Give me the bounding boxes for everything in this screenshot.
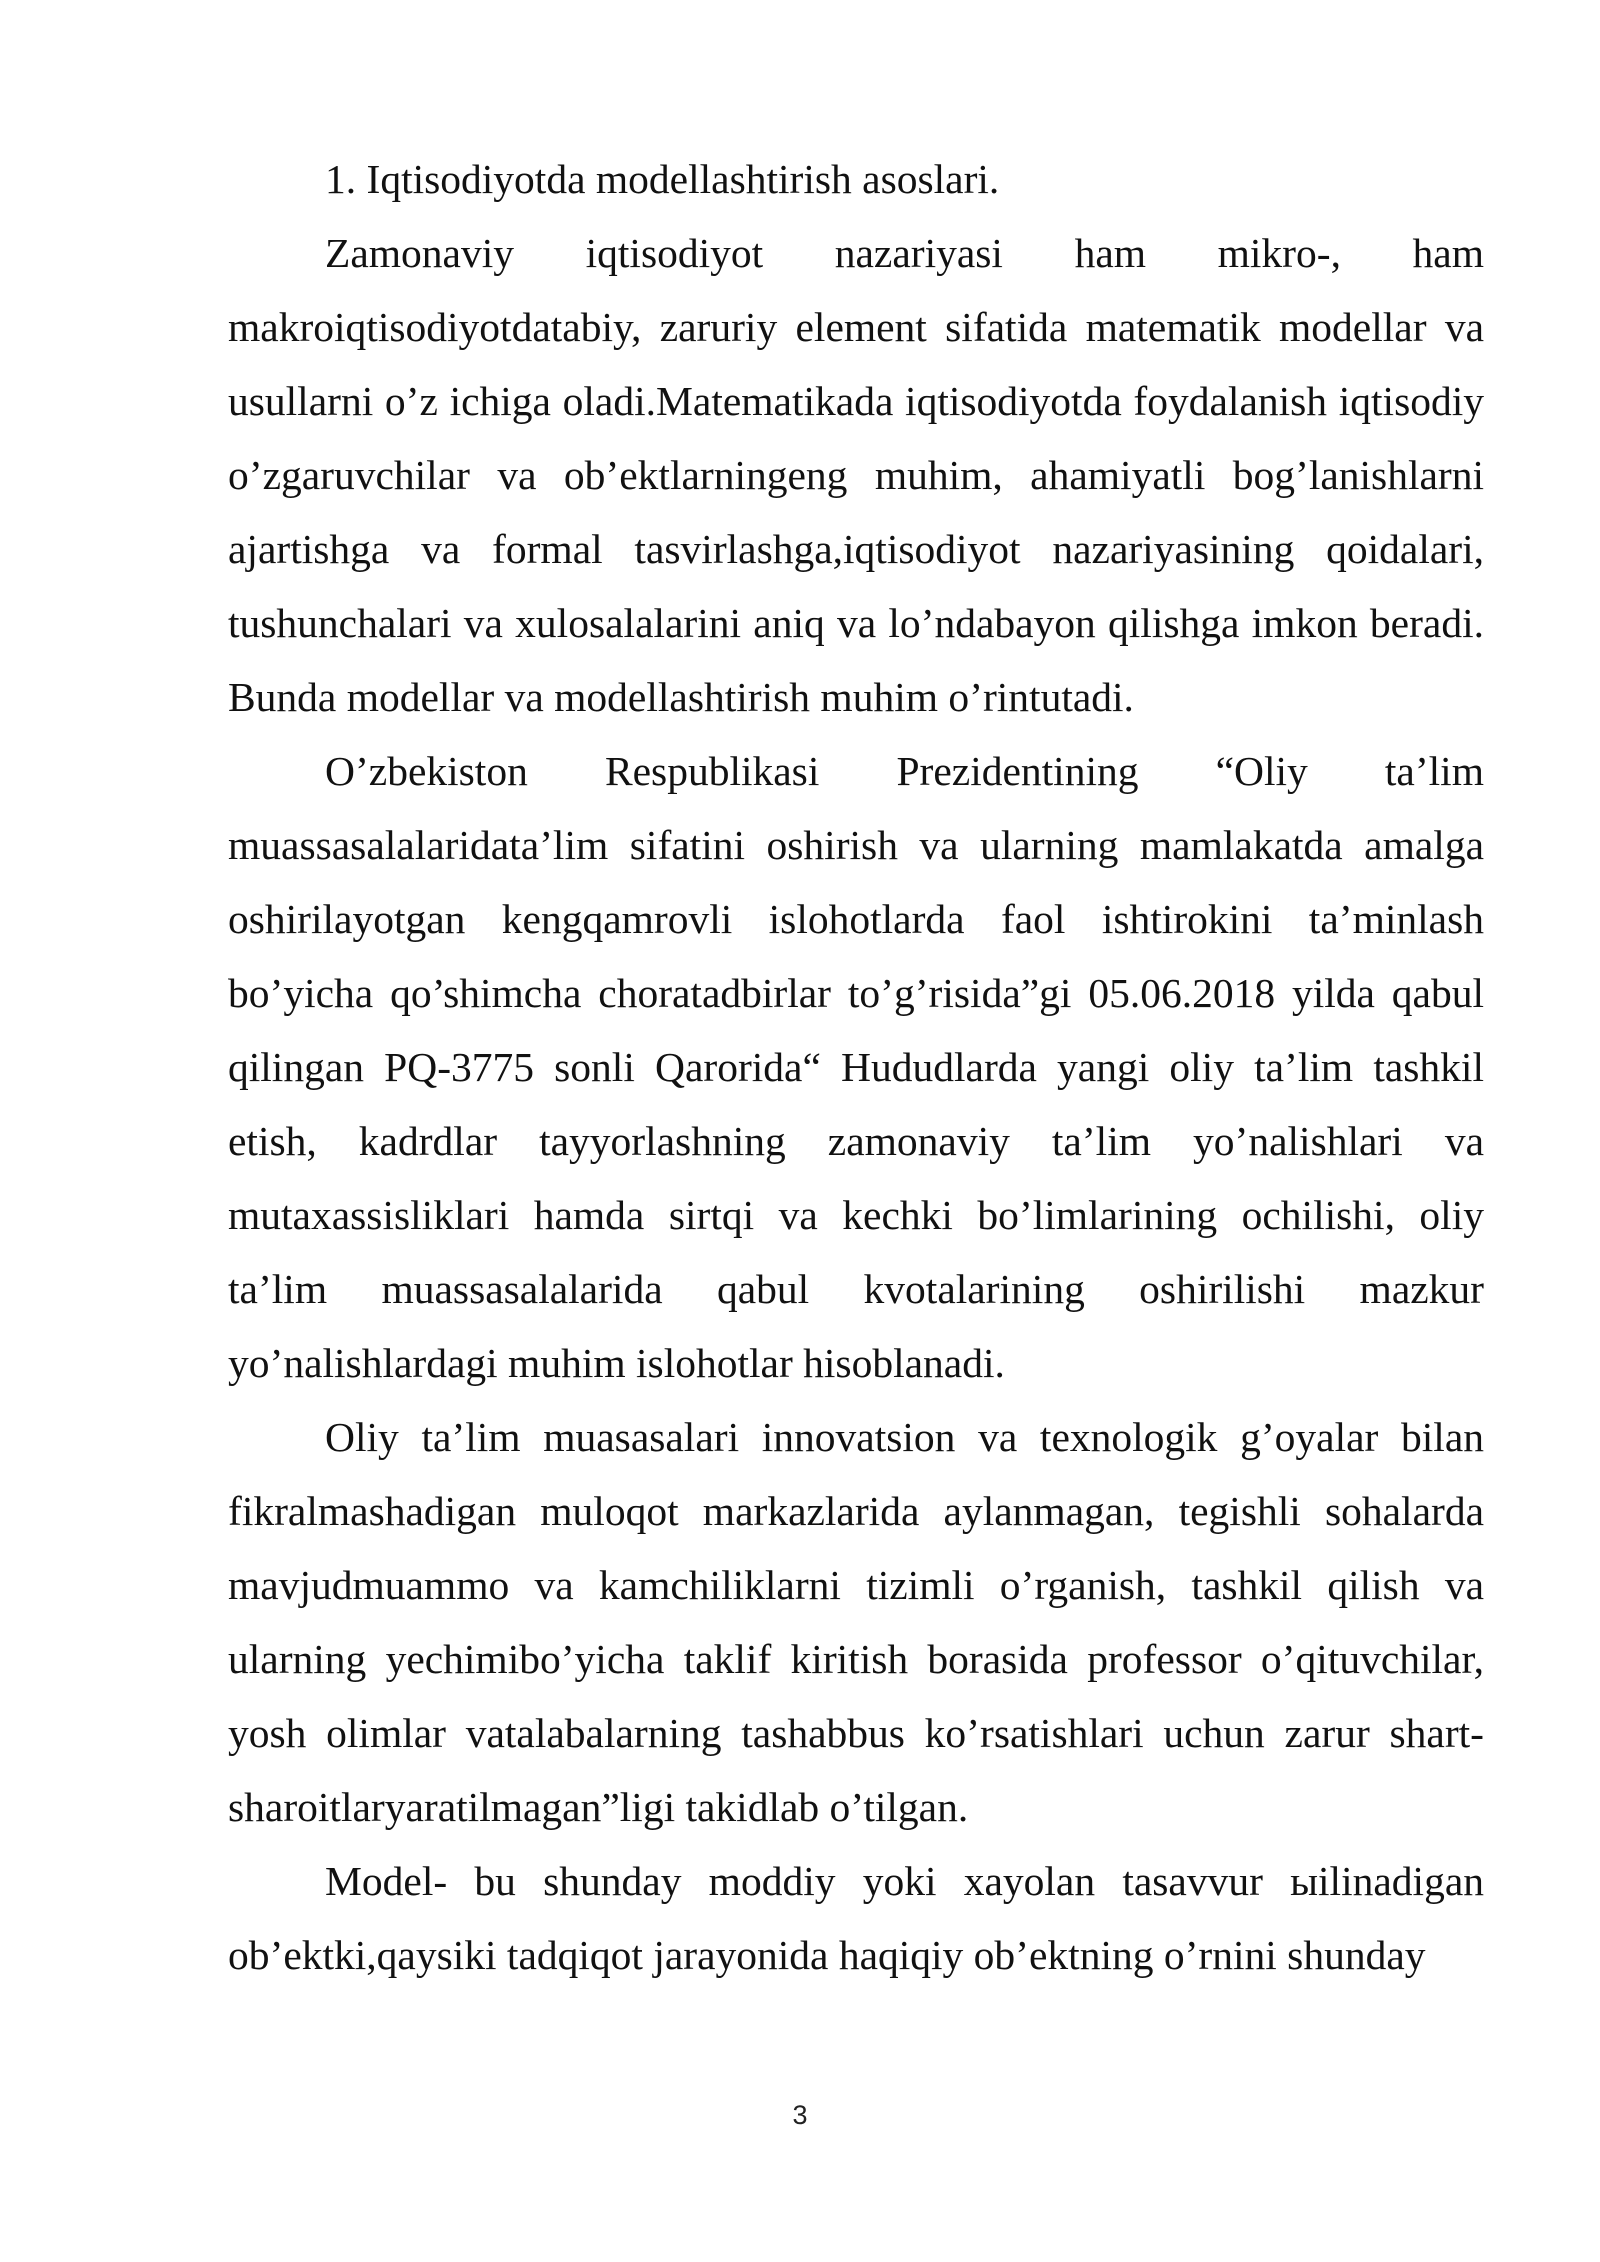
page-number: 3 bbox=[792, 2100, 808, 2130]
paragraph: Oliy ta’lim muasasalari innovatsion va texnologik g’oyalar bilan fikralmashadigan muloqot markazlarida aylanmagan, tegishli sohalarda mavjudmuammo va kamchiliklarni tizimli o’rganish, tashkil qilish va ularning yechimibo’yicha taklif kiritish borasida professor o’qituvchilar, yosh olimlar vatalabalarning tashabbus ko’rsatishlari uchun zarur shart-sharoitlaryaratilmagan”ligi takidlab o’tilgan. bbox=[228, 1414, 1484, 1830]
paragraph: O’zbekiston Respublikasi Prezidentining “Oliy ta’lim muassasalalaridata’lim sifatini oshirish va ularning mamlakatda amalga oshirilayotgan kengqamrovli islohotlarda faol ishtirokini ta’minlash bo’yicha qo’shimcha choratadbirlar to’g’risida”gi 05.06.2018 yilda qabul qilingan PQ-3775 sonli Qarorida“ Hududlarda yangi oliy ta’lim tashkil etish, kadrdlar tayyorlashning zamonaviy ta’lim yo’nalishlari va mutaxassisliklari hamda sirtqi va kechki bo’limlarining ochilishi, oliy ta’lim muassasalalarida qabul kvotalarining oshirilishi mazkur yo’nalishlardagi muhim islohotlar hisoblanadi. bbox=[228, 748, 1484, 1386]
paragraph: Zamonaviy iqtisodiyot nazariyasi ham mikro-, ham makroiqtisodiyotdatabiy, zaruriy element sifatida matematik modellar va usullarni o’z ichiga oladi.Matematikada iqtisodiyotda foydalanish iqtisodiy o’zgaruvchilar va ob’ektlarningeng muhim, ahamiyatli bog’lanishlarni ajartishga va formal tasvirlashga,iqtisodiyot nazariyasining qoidalari, tushunchalari va xulosalalarini aniq va lo’ndabayon qilishga imkon beradi. Bunda modellar va modellashtirish muhim o’rintutadi. bbox=[228, 230, 1484, 720]
document-body bbox=[228, 142, 1484, 1992]
section-heading: 1. Iqtisodiyotda modellashtirish asoslari. bbox=[325, 156, 1000, 202]
paragraph: Model- bu shunday moddiy yoki xayolan tasavvur ыilinadigan ob’ektki,qaysiki tadqiqot jarayonida haqiqiy ob’ektning o’rnini shunday bbox=[228, 1858, 1484, 1978]
